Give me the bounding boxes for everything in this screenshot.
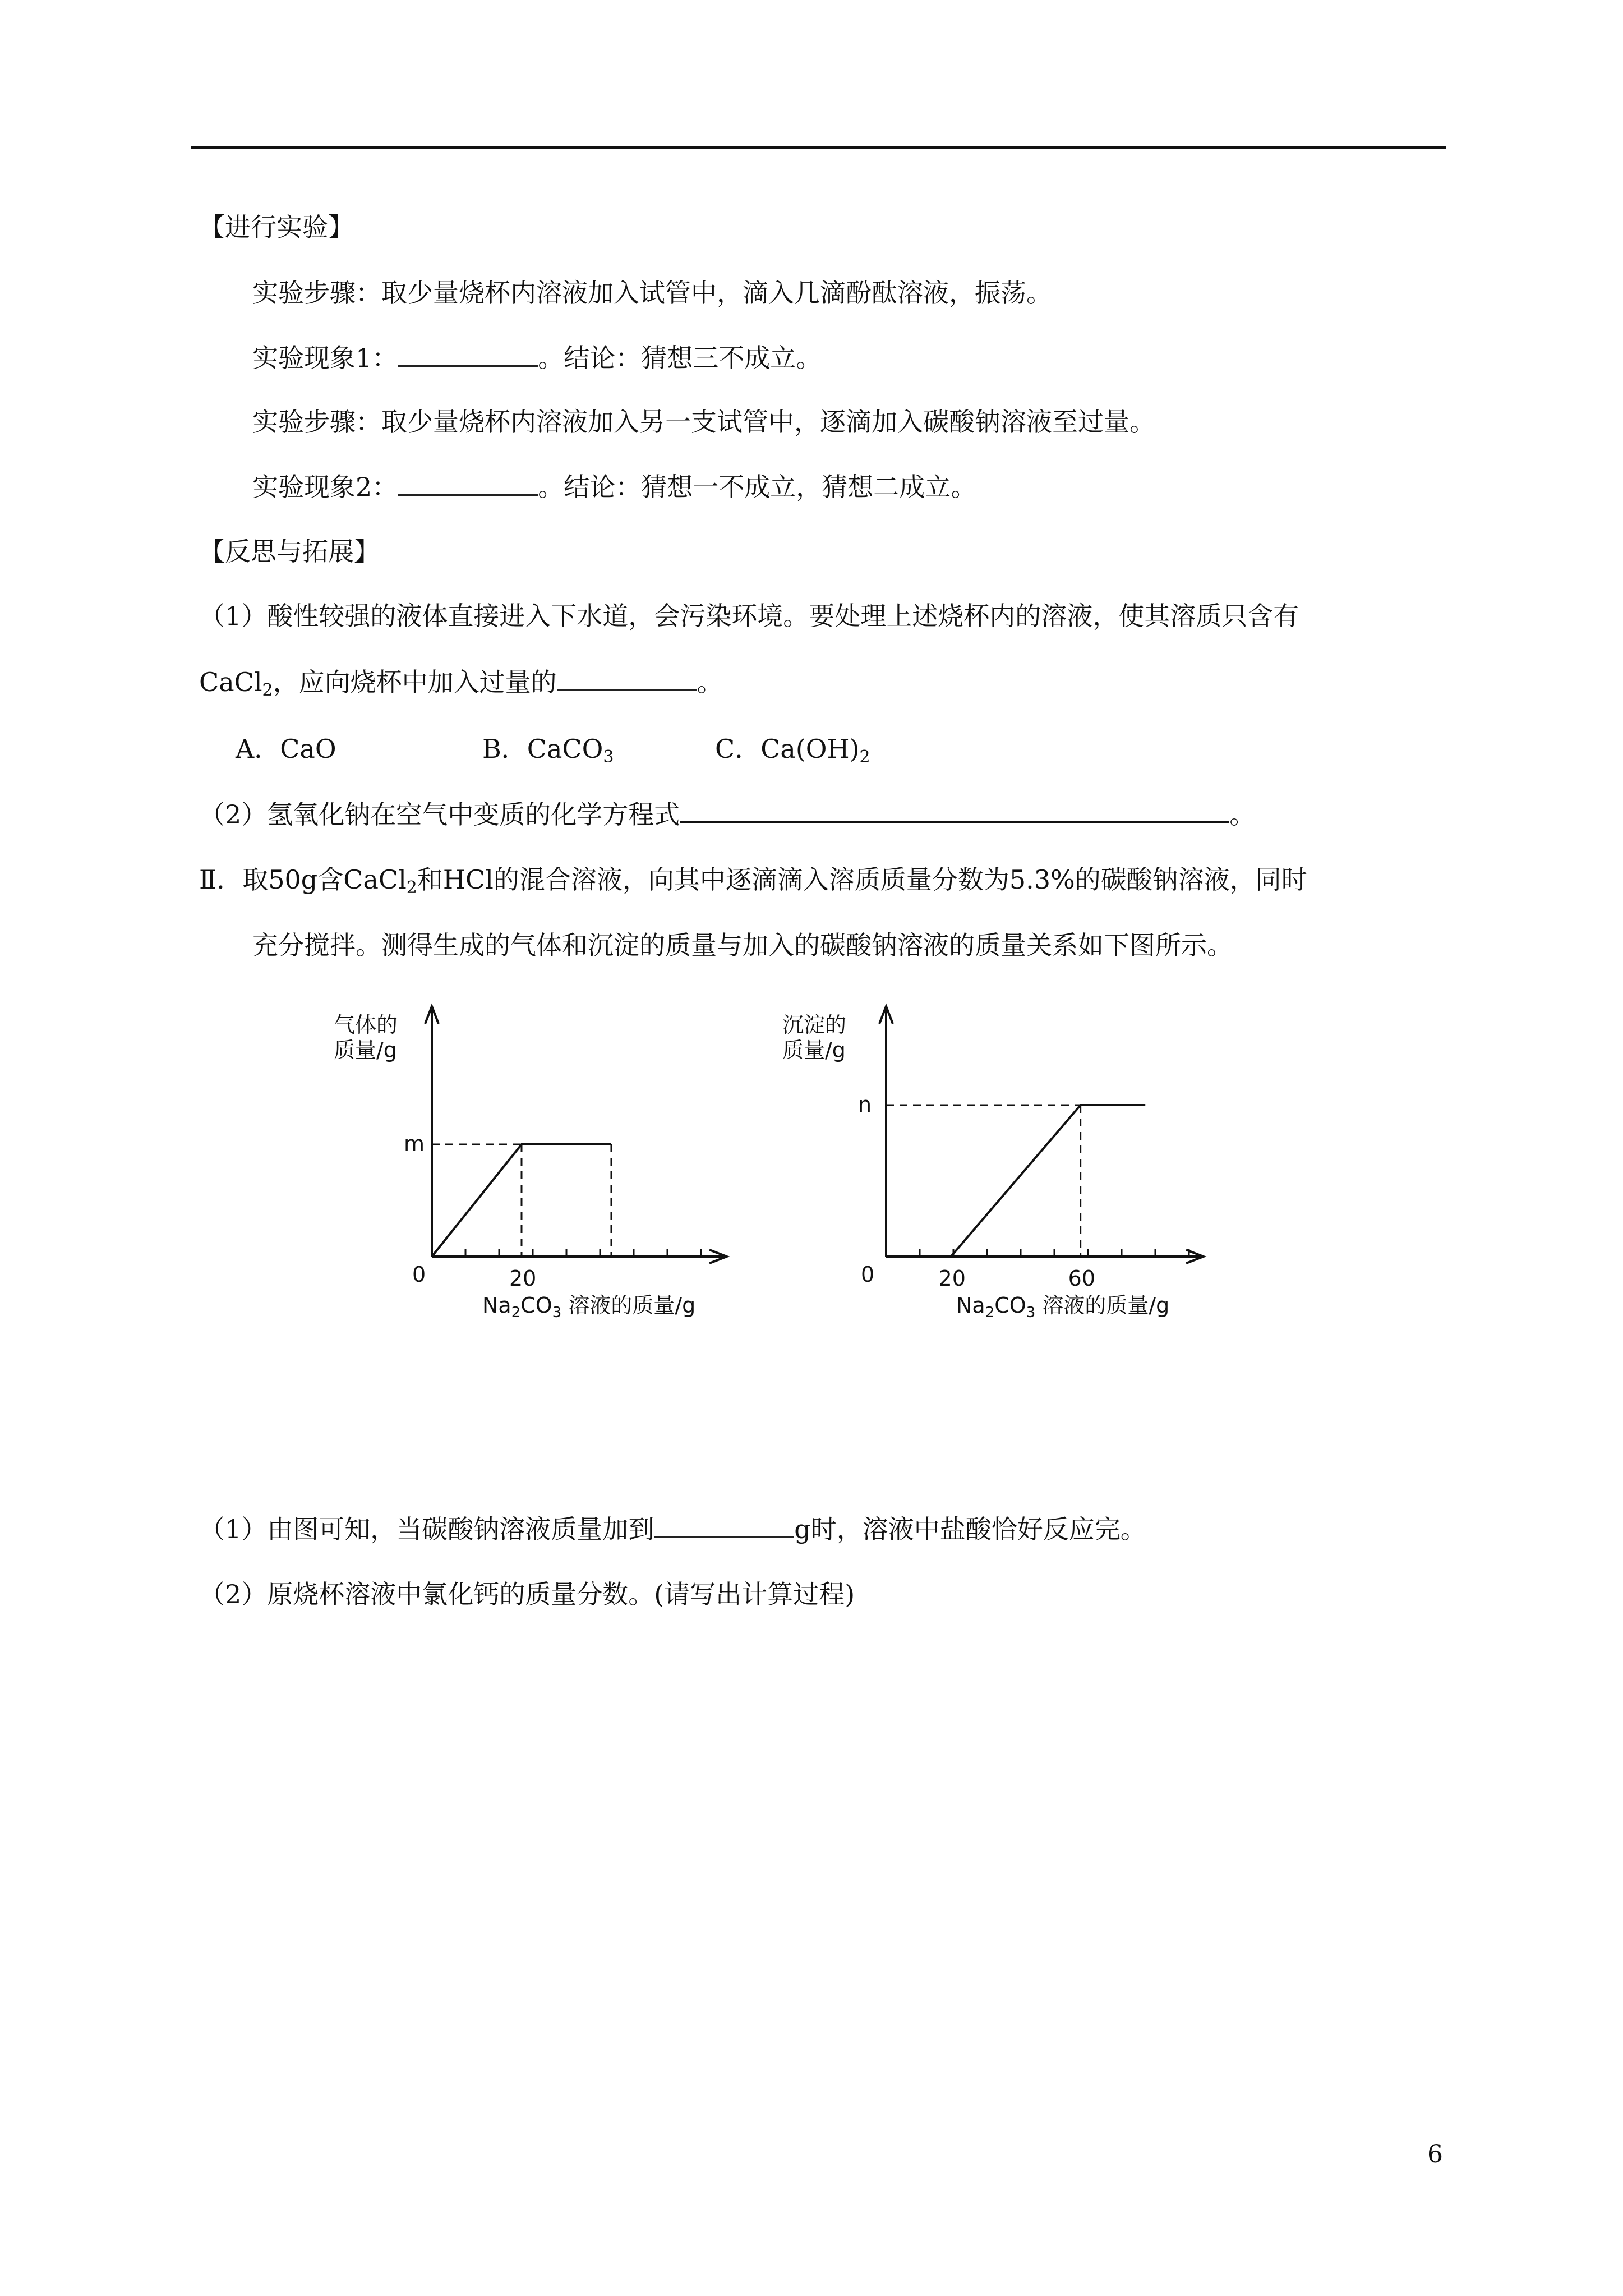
q1-line2-text: ，应向烧杯中加入过量的 <box>273 667 557 697</box>
reflection-q1-line1: （1）酸性较强的液体直接进入下水道，会污染环境。要处理上述烧杯内的溶液，使其溶质只含有 <box>199 601 1299 631</box>
part2-intro-sub: 2 <box>406 878 417 898</box>
gas-origin-label: 0 <box>412 1262 426 1287</box>
option-b-text: B．CaCO <box>482 734 603 764</box>
part2-q2: （2）原烧杯溶液中氯化钙的质量分数。(请写出计算过程) <box>199 1579 855 1609</box>
option-a <box>236 732 336 766</box>
gas-x-tick-label-0: 20 <box>509 1266 537 1291</box>
option-c-text: C．Ca(OH) <box>715 734 860 764</box>
precip-ylabel-line2: 质量/g <box>782 1038 846 1062</box>
phenomenon-1-prefix: 实验现象1： <box>252 343 398 373</box>
q1-line2-end: 。 <box>697 667 723 697</box>
q2-end: 。 <box>1229 799 1256 830</box>
phenomenon-2-suffix: 。结论：猜想一不成立，猜想二成立。 <box>538 472 977 502</box>
phenomenon-1-suffix: 。结论：猜想三不成立。 <box>538 343 822 373</box>
option-c-sub: 2 <box>859 747 870 767</box>
gas-xlabel: $Na_2CO_3$ 溶液的质量/g <box>482 1293 696 1321</box>
options-row <box>236 732 909 771</box>
page-number: 6 <box>1427 2140 1443 2169</box>
experiment-step-1: 实验步骤：取少量烧杯内溶液加入试管中，滴入几滴酚酞溶液，振荡。 <box>252 278 1052 308</box>
part2-intro-line1 <box>199 863 1307 896</box>
part2-intro-a: Ⅱ．取50g含CaCl <box>199 864 407 895</box>
precip-series-line <box>951 1105 1146 1257</box>
answer-blank-1 <box>398 341 538 367</box>
part2-intro-b: 和HCl的混合溶液，向其中逐滴滴入溶质质量分数为5.3%的碳酸钠溶液，同时 <box>417 864 1307 895</box>
gas-y-tick-label: m <box>404 1131 425 1156</box>
precip-origin-label: 0 <box>861 1262 875 1287</box>
answer-blank-equation <box>680 797 1229 823</box>
experiment-step-2: 实验步骤：取少量烧杯内溶液加入另一支试管中，逐滴加入碳酸钠溶液至过量。 <box>252 407 1155 437</box>
answer-blank-3 <box>557 665 697 691</box>
precipitate-mass-chart <box>771 999 1242 1335</box>
option-c <box>715 732 870 766</box>
option-a-text: A．CaO <box>236 734 336 764</box>
phenomenon-2-prefix: 实验现象2： <box>252 472 398 502</box>
option-b-sub: 3 <box>603 747 614 767</box>
precip-ylabel-line1: 沉淀的 <box>782 1013 847 1037</box>
part2-intro-line2: 充分搅拌。测得生成的气体和沉淀的质量与加入的碳酸钠溶液的质量关系如下图所示。 <box>252 930 1233 960</box>
option-b <box>482 732 614 766</box>
precip-xlabel: $Na_2CO_3$ 溶液的质量/g <box>956 1293 1170 1321</box>
cacl2-text: CaCl <box>199 667 262 697</box>
header-rule <box>191 146 1446 149</box>
precip-y-tick-label: n <box>858 1092 872 1117</box>
part2-q1-suffix: g时，溶液中盐酸恰好反应完。 <box>794 1514 1146 1544</box>
reflection-q1-line2 <box>199 665 723 699</box>
precip-x-tick-label-0: 20 <box>938 1266 966 1291</box>
gas-mass-chart <box>314 999 763 1335</box>
reflection-q2 <box>199 797 1255 831</box>
cacl2-sub: 2 <box>262 680 273 700</box>
precip-x-tick-label-1: 60 <box>1068 1266 1096 1291</box>
gas-ylabel-line2: 质量/g <box>334 1038 397 1062</box>
gas-mass-chart-svg <box>314 999 763 1335</box>
q2-text: （2）氢氧化钠在空气中变质的化学方程式 <box>199 799 680 830</box>
heading-reflection: 【反思与拓展】 <box>199 536 380 567</box>
answer-blank-2 <box>398 470 538 496</box>
experiment-phenomenon-1 <box>252 341 822 375</box>
heading-experiment: 【进行实验】 <box>199 212 354 242</box>
part2-q1 <box>199 1512 1146 1546</box>
answer-blank-4 <box>654 1512 794 1538</box>
precipitate-mass-chart-svg <box>771 999 1242 1335</box>
experiment-phenomenon-2 <box>252 470 976 504</box>
gas-ylabel-line1: 气体的 <box>334 1013 398 1037</box>
part2-q1-prefix: （1）由图可知，当碳酸钠溶液质量加到 <box>199 1514 654 1544</box>
